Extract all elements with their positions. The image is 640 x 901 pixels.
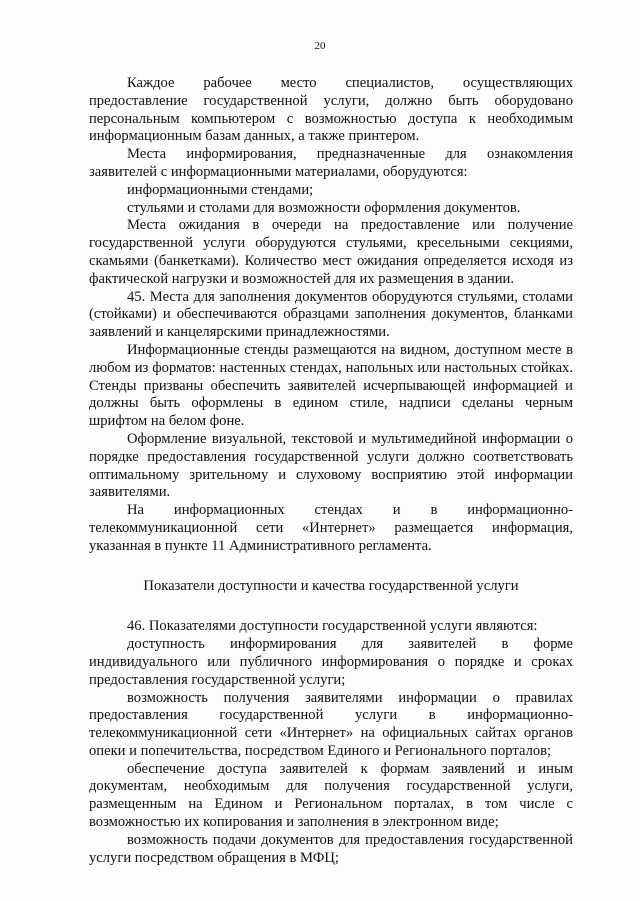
- paragraph-waiting-places: Места ожидания в очереди на предоставление или получение государственной услуги оборудуются стульями, кресельными секциями, скамьями (банкетками). Количество мест ожидания определяется исходя из фактической нагрузки и возможностей для их размещения в здании.: [89, 217, 573, 287]
- section-heading: Показатели доступности и качества государственной услуги: [143, 577, 519, 594]
- paragraph-mfc-submission: возможность подачи документов для предоставления государственной услуги посредством обращения в МФЦ;: [89, 831, 573, 866]
- paragraph-workplace-equipment: Каждое рабочее место специалистов, осуществляющих предоставление государственной услуги, должно быть оборудовано персональным компьютером с возможностью доступа к необходимым информационным базам данных, а также принтером.: [89, 75, 573, 145]
- document-body: [89, 75, 573, 867]
- paragraph-informing-availability: доступность информирования для заявителей в форме индивидуального или публичного информирования о порядке и сроках предоставления государственной услуги;: [89, 636, 573, 688]
- paragraph-information-places: Места информирования, предназначенные для ознакомления заявителей с информационными материалами, оборудуются:: [89, 146, 573, 180]
- paragraph-info-stands-placement: Информационные стенды размещаются на видном, доступном месте в любом из форматов: настенных стендах, напольных или настольных стойках. Стенды призваны обеспечить заявителей исчерпывающей информацией и должны быть оформлены в едином стиле, надписи сделаны черным шрифтом на белом фоне.: [89, 341, 573, 430]
- paragraph-info-stands-item: информационными стендами;: [127, 181, 314, 198]
- paragraph-internet-rules: возможность получения заявителями информации о правилах предоставления государственной услуги в информационно-телекоммуникационной сети «Интернет» на официальных сайтах органов опеки и попечительства, посредством Единого и Регионального порталов;: [89, 689, 573, 759]
- paragraph-forms-access: обеспечение доступа заявителей к формам заявлений и иным документам, необходимым для получения государственной услуги, размещенным на Едином и Региональном порталах, в том числе с возможностью их копирования и заполнения в электронном виде;: [89, 760, 573, 831]
- paragraph-45-filling-places: 45. Места для заполнения документов оборудуются стульями, столами (стойками) и обеспечиваются образцами заполнения документов, бланками заявлений и канцелярскими принадлежностями.: [89, 288, 573, 341]
- paragraph-internet-info: На информационных стендах и в информационно-телекоммуникационной сети «Интернет» размещается информация, указанная в пункте 11 Административного регламента.: [89, 502, 573, 554]
- paragraph-multimedia-info: Оформление визуальной, текстовой и мультимедийной информации о порядке предоставления государственной услуги должно соответствовать оптимальному зрительному и слуховому восприятию этой информации заявителями.: [89, 430, 573, 501]
- paragraph-46-accessibility-indicators: 46. Показателями доступности государственной услуги являются:: [127, 618, 538, 635]
- paragraph-chairs-tables-item: стульями и столами для возможности оформления документов.: [127, 199, 521, 216]
- page-number: 20: [314, 40, 326, 52]
